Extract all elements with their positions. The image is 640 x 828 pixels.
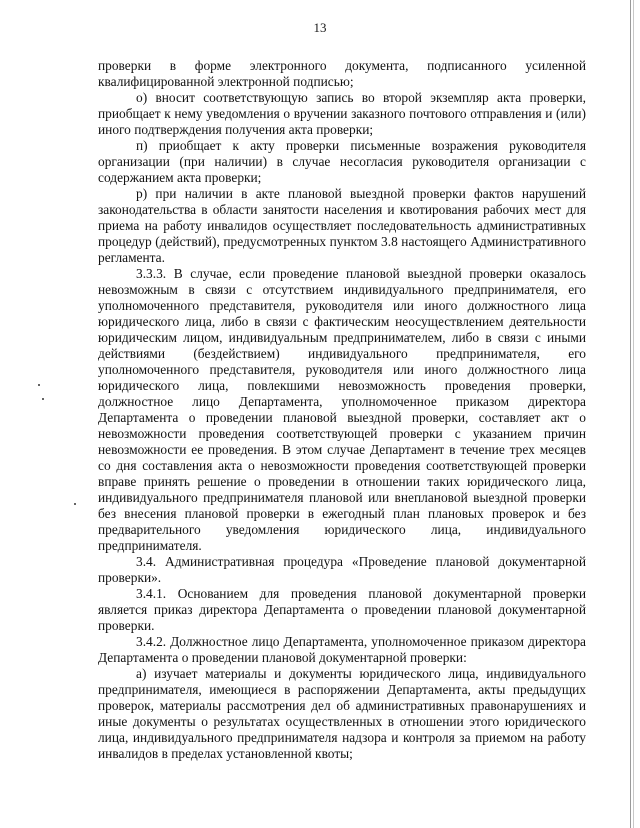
scan-speck (38, 384, 40, 386)
paragraph-3-4-1: 3.4.1. Основанием для проведения плановой документарной проверки является приказ директора Департамента о проведении плановой документарной проверки. (98, 586, 586, 633)
paragraph-continuation: проверки в форме электронного документа, подписанного усиленной квалифицированной электронной подписью; (98, 58, 586, 89)
scan-speck (74, 503, 76, 505)
paragraph-item-p: п) приобщает к акту проверки письменные возражения руководителя организации (при наличии) в случае несогласия руководителя организации с содержанием акта проверки; (98, 138, 586, 185)
scan-edge-shadow (630, 0, 631, 828)
section-heading-3-4: 3.4. Административная процедура «Проведение плановой документарной проверки». (98, 554, 586, 585)
paragraph-3-3-3: 3.3.3. В случае, если проведение плановой выездной проверки оказалось невозможным в связи с отсутствием индивидуального предпринимателя, его уполномоченного представителя, руководителя или иного должностного лица юридического лица, либо в связи с фактическим неосуществлением деятельности юридическим лицом, индивидуальным предпринимателем, либо в связи с иными действиями (бездействием) индивидуального предпринимателя, его уполномоченного представителя, руководителя или иного должностного лица юридического лица, повлекшими невозможность проведения проверки, должностное лицо Департамента, уполномоченное приказом директора Департамента о проведении плановой выездной проверки, составляет акт о невозможности проведения соответствующей проверки с указанием причин невозможности ее проведения. В этом случае Департамент в течение трех месяцев со дня составления акта о невозможности проведения соответствующей проверки вправе принять решение о проведении в отношении таких юридического лица, индивидуального предпринимателя плановой или внеплановой выездной проверки без внесения плановой проверки в ежегодный план плановых проверок и без предварительного уведомления юридического лица, индивидуального предпринимателя. (98, 266, 586, 553)
paragraph-item-o: о) вносит соответствующую запись во второй экземпляр акта проверки, приобщает к нему уведомления о вручении заказного почтового отправления и (или) иного подтверждения получения акта проверки; (98, 90, 586, 137)
paragraph-item-a: а) изучает материалы и документы юридического лица, индивидуального предпринимателя, имеющиеся в распоряжении Департамента, акты предыдущих проверок, материалы рассмотрения дел об административных правонарушениях и иные документы о результатах осуществленных в отношении этого юридического лица, индивидуального предпринимателя надзора и контроля за приемом на работу инвалидов в пределах установленной квоты; (98, 666, 586, 761)
scan-edge-line (633, 0, 634, 828)
scan-speck (42, 398, 44, 400)
page-number: 13 (313, 20, 327, 35)
paragraph-3-4-2: 3.4.2. Должностное лицо Департамента, уполномоченное приказом директора Департамента о проведении плановой документарной проверки: (98, 634, 586, 665)
document-body (98, 58, 586, 762)
paragraph-item-r: р) при наличии в акте плановой выездной проверки фактов нарушений законодательства в области занятости населения и квотирования рабочих мест для приема на работу инвалидов осуществляет последовательность административных процедур (действий), предусмотренных пунктом 3.8 настоящего Административного регламента. (98, 186, 586, 265)
